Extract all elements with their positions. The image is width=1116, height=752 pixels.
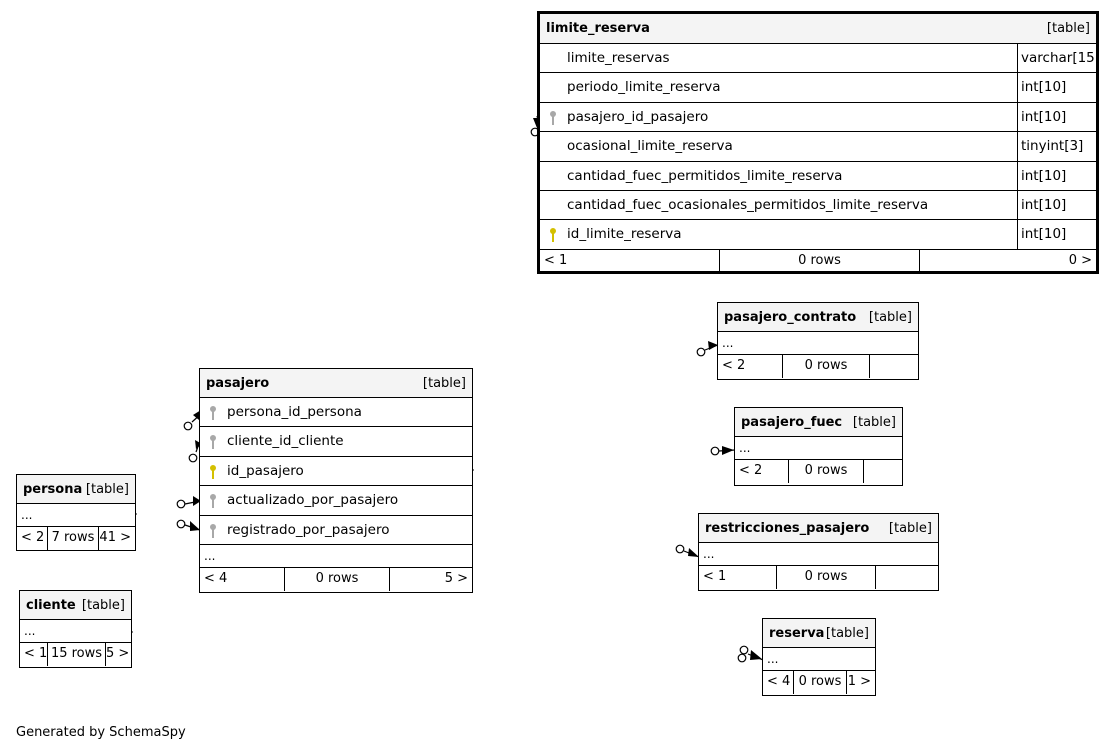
table-name: limite_reserva <box>546 21 650 36</box>
children-count[interactable]: 1 > <box>846 671 875 694</box>
table-footer <box>200 568 472 591</box>
table-header <box>17 475 135 504</box>
foreign-key-icon <box>548 110 558 126</box>
edge-endpoint-restricciones <box>676 545 684 553</box>
column-name: persona_id_persona <box>227 404 362 420</box>
column-type: varchar[15] <box>1017 44 1096 72</box>
row-count: 0 rows <box>776 566 875 589</box>
edge-endpoint-reserva-b <box>738 654 746 662</box>
foreign-key-icon <box>208 434 218 450</box>
children-count[interactable] <box>875 566 938 589</box>
children-count[interactable]: 0 > <box>919 250 1096 273</box>
table-cliente[interactable] <box>19 590 132 668</box>
column-type: int[10] <box>1017 103 1096 131</box>
foreign-key-icon <box>208 493 218 509</box>
table-header <box>699 514 938 543</box>
column-row <box>540 162 1096 191</box>
parents-count[interactable]: < 2 <box>739 463 763 478</box>
children-count[interactable] <box>869 355 918 378</box>
table-kind: [table] <box>888 521 932 536</box>
table-header <box>763 619 875 648</box>
column-name: id_limite_reserva <box>567 226 682 243</box>
table-pasajero[interactable] <box>199 368 473 593</box>
table-pasajero-contrato[interactable] <box>717 302 919 380</box>
table-persona[interactable] <box>16 474 136 551</box>
primary-key-icon <box>208 464 218 480</box>
column-row <box>540 132 1096 161</box>
table-reserva[interactable] <box>762 618 876 696</box>
column-type: int[10] <box>1017 73 1096 101</box>
table-kind: [table] <box>85 482 129 497</box>
row-count: 0 rows <box>284 568 389 591</box>
table-header <box>718 303 918 332</box>
column-name: registrado_por_pasajero <box>227 521 390 538</box>
column-row <box>540 73 1096 102</box>
table-kind: [table] <box>1046 21 1090 36</box>
table-name: pasajero <box>206 376 270 391</box>
column-name: ocasional_limite_reserva <box>567 138 733 155</box>
row-count: 15 rows <box>47 643 105 666</box>
column-name: actualizado_por_pasajero <box>227 492 399 509</box>
edge-endpoint-cliente-id <box>189 454 197 462</box>
column-type: int[10] <box>1017 191 1096 219</box>
column-name: limite_reservas <box>567 50 670 66</box>
foreign-key-icon <box>208 523 218 539</box>
primary-key-icon <box>548 227 558 243</box>
column-name: cantidad_fuec_permitidos_limite_reserva <box>567 167 843 184</box>
foreign-key-icon <box>208 405 218 421</box>
table-footer <box>763 671 875 694</box>
parents-count[interactable]: < 1 <box>24 646 47 661</box>
edge-endpoint-pasajero-contrato <box>697 348 705 356</box>
edge-endpoint-actualizado <box>177 500 185 508</box>
parents-count[interactable]: < 1 <box>703 569 727 584</box>
column-row <box>200 457 472 486</box>
column-name: cantidad_fuec_ocasionales_permitidos_limite_reserva <box>567 196 929 213</box>
table-name: persona <box>23 482 83 497</box>
table-footer <box>540 250 1096 273</box>
row-count: 0 rows <box>793 671 846 694</box>
row-count: 0 rows <box>788 460 863 483</box>
parents-count[interactable]: < 1 <box>544 252 568 268</box>
table-footer <box>735 460 902 483</box>
table-kind: [table] <box>868 310 912 325</box>
parents-count[interactable]: < 4 <box>204 570 228 586</box>
table-name: cliente <box>26 598 76 613</box>
column-type: int[10] <box>1017 220 1096 248</box>
edge-endpoint-persona-id <box>184 422 192 430</box>
table-header <box>20 591 131 620</box>
table-footer <box>718 355 918 378</box>
edge-endpoint-reserva-a <box>740 646 748 654</box>
column-type: int[10] <box>1017 162 1096 190</box>
edge-endpoint-registrado <box>177 520 185 528</box>
column-name: periodo_limite_reserva <box>567 79 721 96</box>
table-name: reserva <box>769 626 825 641</box>
generated-by-label: Generated by SchemaSpy <box>16 725 186 740</box>
more-columns: ... <box>718 332 918 355</box>
table-restricciones-pasajero[interactable] <box>698 513 939 591</box>
table-name: pasajero_contrato <box>724 310 857 325</box>
column-row <box>540 44 1101 73</box>
column-row <box>540 103 1096 132</box>
column-row <box>200 398 472 427</box>
table-header <box>735 408 902 437</box>
column-name: pasajero_id_pasajero <box>567 108 709 125</box>
column-name: id_pasajero <box>227 462 304 479</box>
table-limite-reserva[interactable] <box>537 11 1099 274</box>
row-count: 7 rows <box>47 527 98 550</box>
table-header <box>540 14 1096 44</box>
column-name: cliente_id_cliente <box>227 433 344 450</box>
children-count[interactable]: 5 > <box>105 643 131 666</box>
more-columns: ... <box>17 504 135 527</box>
table-footer <box>699 566 938 589</box>
table-kind: [table] <box>81 598 125 613</box>
column-row <box>540 220 1096 249</box>
edge-endpoint-pasajero-fuec <box>711 447 719 455</box>
row-count: 0 rows <box>782 355 869 378</box>
table-kind: [table] <box>422 376 466 391</box>
table-footer <box>20 643 131 666</box>
table-pasajero-fuec[interactable] <box>734 407 903 486</box>
children-count[interactable]: 41 > <box>98 527 135 550</box>
parents-count[interactable]: < 2 <box>21 530 45 545</box>
parents-count[interactable]: < 4 <box>767 674 791 689</box>
table-header <box>200 369 472 398</box>
more-columns: ... <box>699 543 938 566</box>
more-columns: ... <box>735 437 902 460</box>
more-columns: ... <box>200 545 472 568</box>
column-row <box>200 516 472 545</box>
column-row <box>200 486 472 515</box>
table-kind: [table] <box>852 415 896 430</box>
children-count[interactable]: 5 > <box>389 568 472 591</box>
column-row <box>200 427 472 456</box>
parents-count[interactable]: < 2 <box>722 358 746 373</box>
table-kind: [table] <box>825 626 869 641</box>
children-count[interactable] <box>863 460 902 483</box>
column-row <box>540 191 1096 220</box>
column-type: tinyint[3] <box>1017 132 1096 160</box>
table-footer <box>17 527 135 550</box>
more-columns: ... <box>763 648 875 671</box>
table-name: restricciones_pasajero <box>705 521 870 536</box>
table-name: pasajero_fuec <box>741 415 843 430</box>
more-columns: ... <box>20 620 131 643</box>
row-count: 0 rows <box>719 250 919 273</box>
